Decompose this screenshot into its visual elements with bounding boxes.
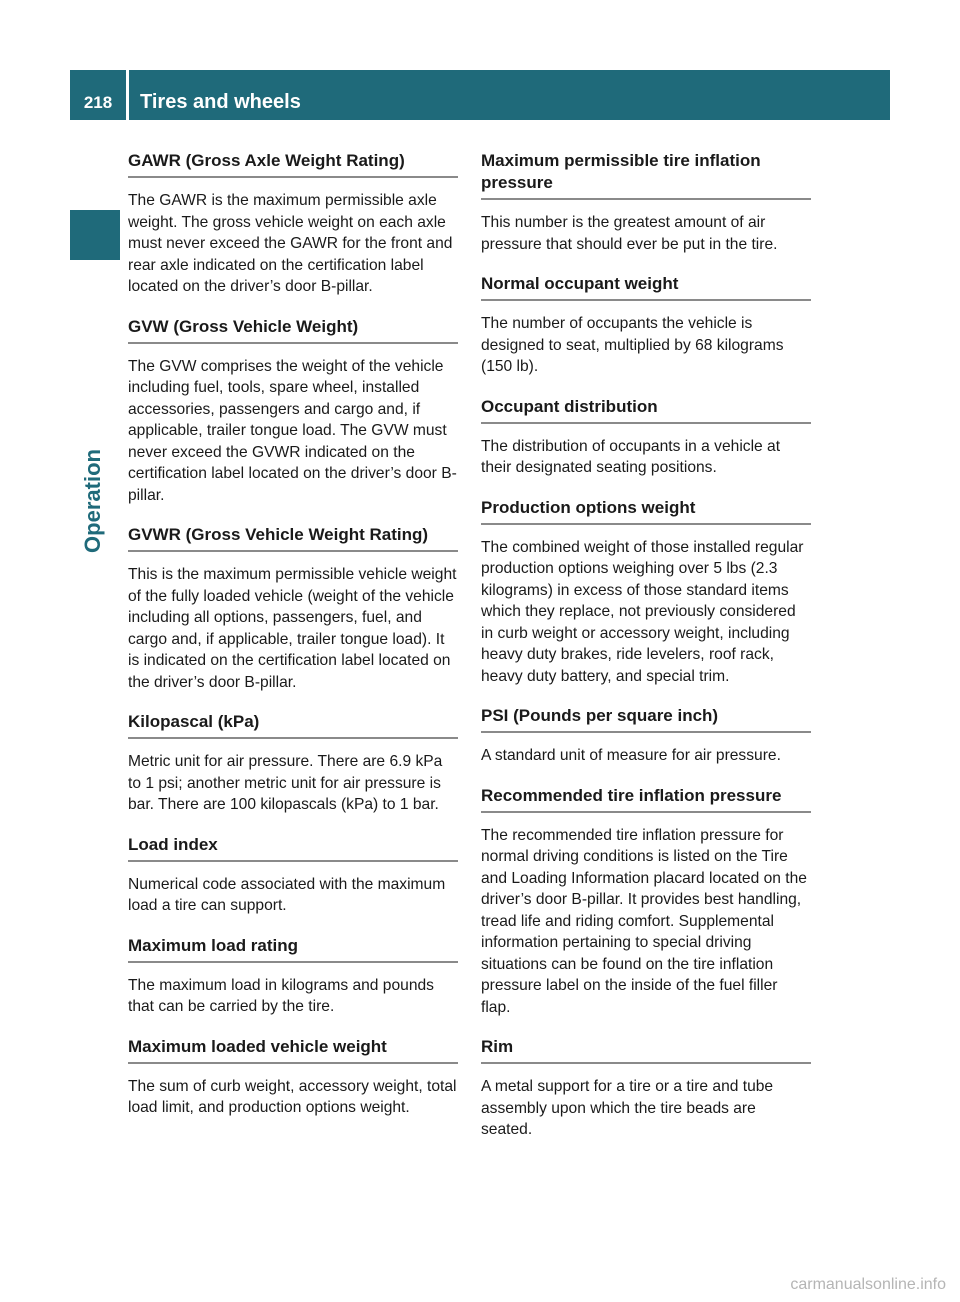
glossary-term: Kilopascal (kPa): [128, 711, 458, 739]
glossary-definition: A standard unit of measure for air pressure.: [481, 747, 781, 764]
glossary-definition: A metal support for a tire or a tire and tube assembly upon which the tire beads are seated.: [481, 1078, 774, 1138]
glossary-term: Production options weight: [481, 497, 811, 525]
glossary-definition: The recommended tire inflation pressure for normal driving conditions is listed on the Tire and Loading Information placard located on the driver’s door B-pillar. It provides best handling, tread life and riding comfort. Supplemental information pertaining to special driving situations can be found on the tire inflation pressure label on the inside of the fuel filler flap.: [481, 826, 807, 1016]
glossary-entry: [128, 316, 458, 507]
page-number: 218: [83, 93, 113, 112]
side-tab-marker: [70, 210, 120, 260]
glossary-term: Load index: [128, 834, 458, 862]
right-column: [481, 150, 811, 1159]
glossary-definition: The maximum load in kilograms and pounds that can be carried by the tire.: [128, 976, 434, 1015]
glossary-term: Maximum permissible tire inflation pressure: [481, 150, 811, 200]
glossary-definition: The combined weight of those installed regular production options weighing over 5 lbs (2.3 kilograms) in excess of those standard items which they replace, not previously considered in curb weight or accessory weight, including heavy duty brakes, ride levelers, roof rack, heavy duty battery, and special trim.: [481, 538, 804, 685]
glossary-definition: Numerical code associated with the maximum load a tire can support.: [128, 875, 446, 914]
side-tab-label-text: Operation: [80, 449, 105, 553]
glossary-entry: [481, 150, 811, 255]
section-title: Tires and wheels: [140, 91, 301, 113]
glossary-definition: The GAWR is the maximum permissible axle weight. The gross vehicle weight on each axle must never exceed the GAWR for the front and rear axle indicated on the certification label located on the driver’s door B-pillar.: [128, 192, 453, 295]
glossary-entry: [128, 935, 458, 1018]
glossary-entry: [128, 711, 458, 816]
glossary-entry: [481, 497, 811, 688]
side-tab-label: [78, 449, 108, 553]
glossary-entry: [481, 273, 811, 378]
glossary-entry: [128, 524, 458, 693]
left-column: [128, 150, 458, 1137]
glossary-definition: The sum of curb weight, accessory weight, total load limit, and production options weight.: [128, 1077, 457, 1116]
glossary-entry: [128, 150, 458, 298]
glossary-entry: [481, 396, 811, 479]
glossary-term: GVW (Gross Vehicle Weight): [128, 316, 458, 344]
glossary-entry: [128, 834, 458, 917]
glossary-term: Occupant distribution: [481, 396, 811, 424]
glossary-entry: [481, 705, 811, 767]
glossary-term: Recommended tire inflation pressure: [481, 785, 811, 813]
glossary-definition: This number is the greatest amount of air pressure that should ever be put in the tire.: [481, 214, 778, 253]
header-divider: [126, 70, 129, 120]
glossary-term: Maximum load rating: [128, 935, 458, 963]
glossary-term: Maximum loaded vehicle weight: [128, 1036, 458, 1064]
watermark: carmanualsonline.info: [790, 1276, 946, 1293]
glossary-term: GAWR (Gross Axle Weight Rating): [128, 150, 458, 178]
glossary-definition: This is the maximum permissible vehicle weight of the fully loaded vehicle (weight of the vehicle including all options, passengers, fuel, and cargo and, if applicable, trailer tongue load). It is indicated on the certification label located on the driver’s door B-pillar.: [128, 566, 457, 691]
glossary-entry: [128, 1036, 458, 1119]
glossary-term: Normal occupant weight: [481, 273, 811, 301]
glossary-term: Rim: [481, 1036, 811, 1064]
glossary-entry: [481, 785, 811, 1019]
glossary-definition: Metric unit for air pressure. There are 6.9 kPa to 1 psi; another metric unit for air pressure is bar. There are 100 kilopascals (kPa) to 1 bar.: [128, 753, 443, 813]
glossary-definition: The number of occupants the vehicle is designed to seat, multiplied by 68 kilograms (150 lb).: [481, 315, 784, 375]
glossary-term: GVWR (Gross Vehicle Weight Rating): [128, 524, 458, 552]
glossary-definition: The GVW comprises the weight of the vehicle including fuel, tools, spare wheel, installed accessories, passengers and cargo and, if applicable, trailer tongue load. The GVW must never exceed the GVWR indicated on the certification label located on the driver’s door B-pillar.: [128, 357, 457, 504]
glossary-entry: [481, 1036, 811, 1141]
glossary-term: PSI (Pounds per square inch): [481, 705, 811, 733]
glossary-definition: The distribution of occupants in a vehicle at their designated seating positions.: [481, 437, 781, 476]
